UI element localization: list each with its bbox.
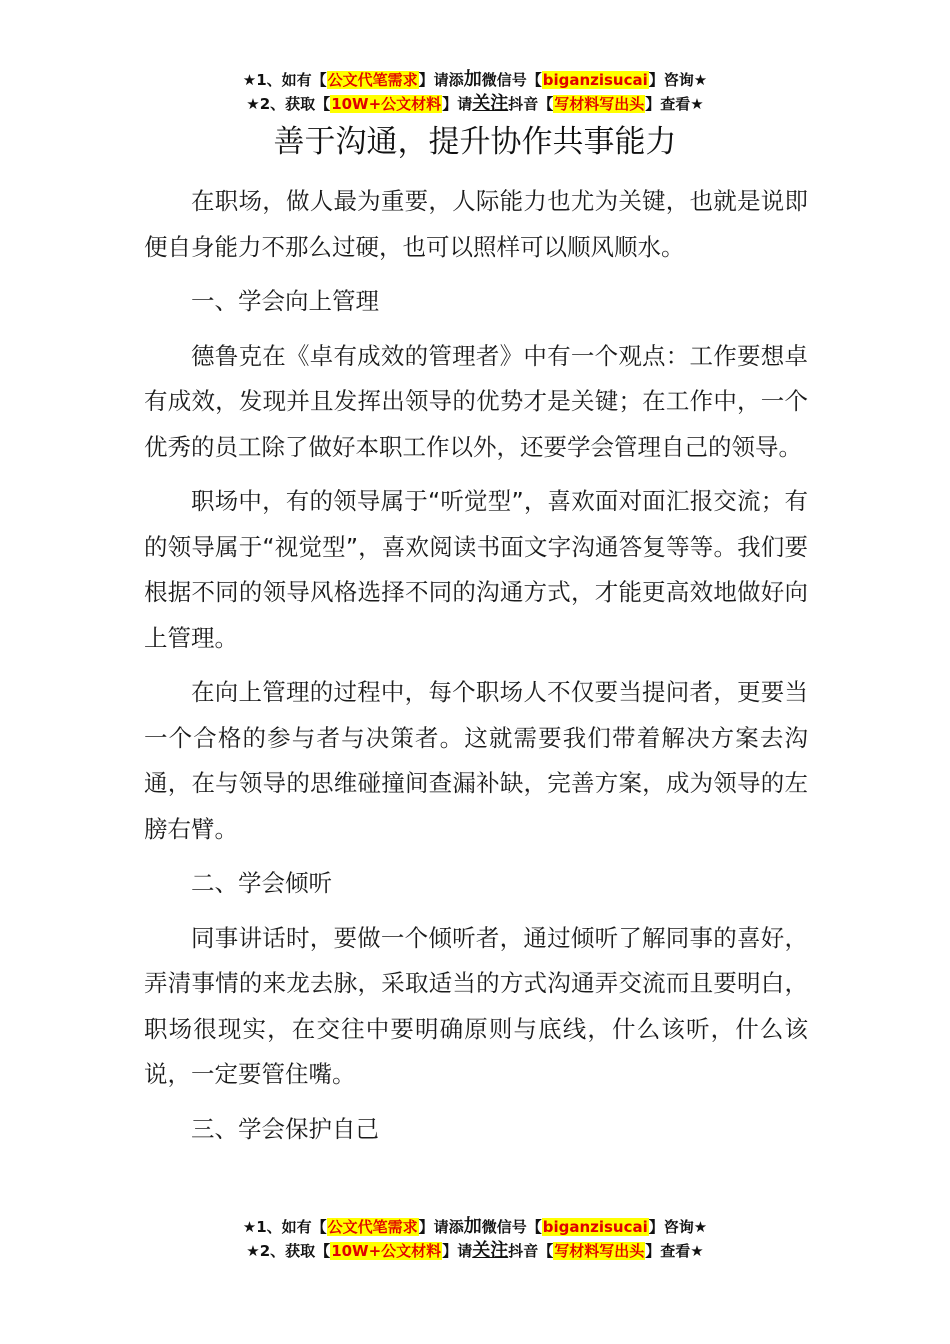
banner-text-emphasis: 加 — [463, 69, 482, 90]
paragraph: 职场中，有的领导属于“听觉型”，喜欢面对面汇报交流；有的领导属于“视觉型”，喜欢阅读书面文字沟通答复等等。我们要根据不同的领导风格选择不同的沟通方式，才能更高效地做好向上管理。 — [144, 487, 808, 652]
star-icon: ★ — [690, 95, 704, 113]
banner-text: 】咨询 — [648, 71, 694, 89]
section-heading: 三、学会保护自己 — [191, 1114, 379, 1143]
highlight-materials: 10W+公文材料 — [331, 95, 442, 113]
star-icon: ★ — [690, 1242, 704, 1260]
star-icon: ★ — [693, 1218, 708, 1236]
banner-text: 抖音【 — [508, 1242, 554, 1260]
banner-line-1 — [0, 68, 950, 92]
banner-text-underlined: 关注 — [472, 1240, 509, 1261]
highlight-service: 公文代笔需求 — [327, 71, 418, 89]
paragraph: 在向上管理的过程中，每个职场人不仅要当提问者，更要当一个合格的参与者与决策者。这就需要我们带着解决方案去沟通，在与领导的思维碰撞间查漏补缺，完善方案，成为领导的左膀右臂。 — [144, 678, 808, 843]
banner-line-2 — [0, 92, 950, 116]
document-body — [144, 179, 808, 1161]
banner-text: 抖音【 — [508, 95, 554, 113]
star-icon: ★ — [242, 1218, 257, 1236]
banner-text: 2、获取【 — [259, 1242, 331, 1260]
banner-text-underlined: 关注 — [472, 93, 509, 114]
banner-text: 1、如有【 — [256, 1218, 327, 1236]
highlight-wechat-id: biganzisucai — [542, 1218, 648, 1236]
section-heading: 二、学会倾听 — [191, 869, 332, 897]
banner-line-2 — [0, 1239, 950, 1263]
bottom-banner — [0, 1215, 950, 1263]
banner-text: 微信号【 — [481, 1218, 542, 1236]
section-heading: 一、学会向上管理 — [191, 287, 379, 315]
highlight-wechat-id: biganzisucai — [542, 71, 648, 89]
banner-text: 微信号【 — [481, 71, 542, 89]
banner-text: 】请 — [442, 1242, 473, 1260]
banner-text: 】请添 — [418, 71, 464, 89]
banner-text: 】查看 — [645, 95, 691, 113]
banner-text: 】请 — [442, 95, 473, 113]
paragraph: 德鲁克在《卓有成效的管理者》中有一个观点：工作要想卓有成效，发现并且发挥出领导的优势才是关键；在工作中，一个优秀的员工除了做好本职工作以外，还要学会管理自己的领导。 — [144, 341, 808, 461]
highlight-service: 公文代笔需求 — [327, 1218, 418, 1236]
star-icon: ★ — [246, 1242, 260, 1260]
banner-line-1 — [0, 1215, 950, 1239]
star-icon: ★ — [242, 71, 257, 89]
top-banner — [0, 68, 950, 116]
banner-text: 】请添 — [418, 1218, 464, 1236]
paragraph: 在职场，做人最为重要，人际能力也尤为关键，也就是说即便自身能力不那么过硬，也可以照样可以顺风顺水。 — [144, 187, 808, 261]
banner-text-emphasis: 加 — [463, 1216, 482, 1237]
highlight-materials: 10W+公文材料 — [331, 1242, 442, 1260]
banner-text: 】咨询 — [648, 1218, 694, 1236]
banner-text: 1、如有【 — [256, 71, 327, 89]
highlight-douyin: 写材料写出头 — [554, 95, 645, 113]
banner-text: 】查看 — [645, 1242, 691, 1260]
star-icon: ★ — [693, 71, 708, 89]
paragraph: 同事讲话时，要做一个倾听者，通过倾听了解同事的喜好，弄清事情的来龙去脉，采取适当的方式沟通弄交流而且要明白，职场很现实，在交往中要明确原则与底线，什么该听，什么该说，一定要管住嘴。 — [144, 923, 808, 1088]
highlight-douyin: 写材料写出头 — [554, 1242, 645, 1260]
banner-text: 2、获取【 — [259, 95, 331, 113]
document-title: 善于沟通，提升协作共事能力 — [273, 124, 677, 160]
star-icon: ★ — [246, 95, 260, 113]
